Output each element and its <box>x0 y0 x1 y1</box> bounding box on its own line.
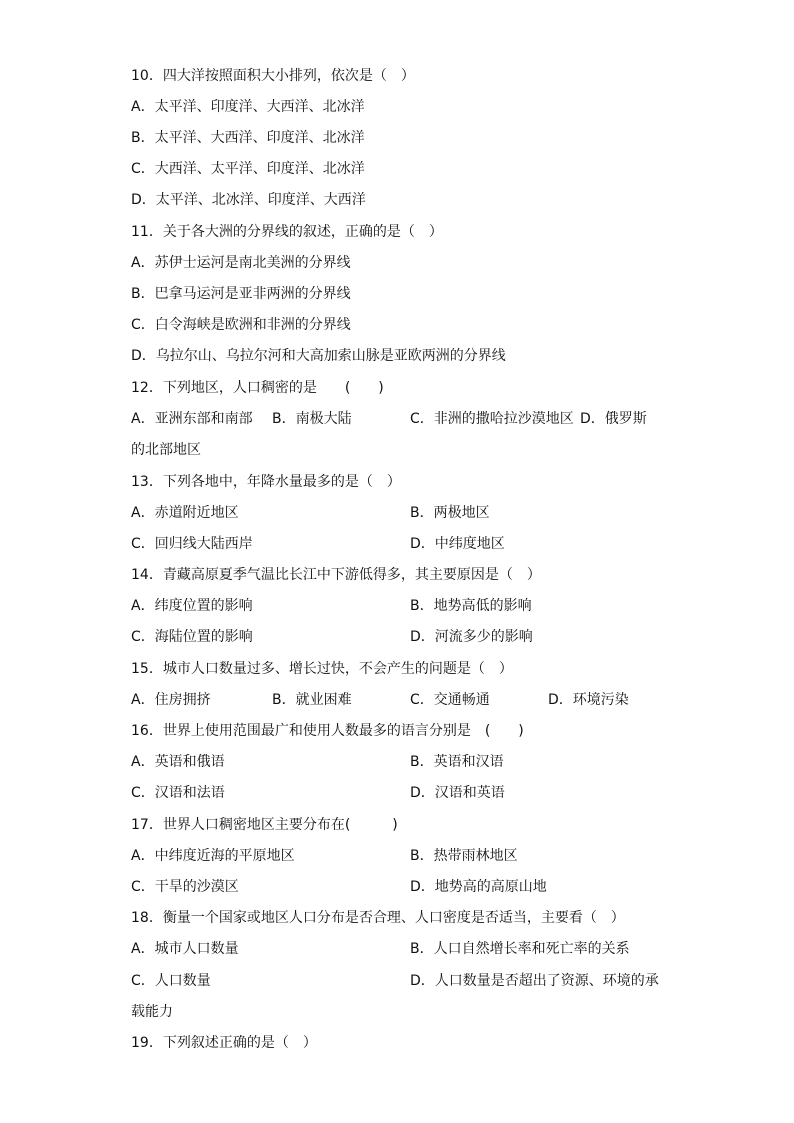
q17-stem: 17．世界人口稠密地区主要分布在( ) <box>131 817 398 833</box>
q17-option-c: C．干旱的沙漠区 <box>131 879 239 895</box>
q14-option-b: B．地势高低的影响 <box>410 598 532 614</box>
q12-option-a: A．亚洲东部和南部 <box>131 411 253 427</box>
q13-option-a: A．赤道附近地区 <box>131 505 239 521</box>
q19-stem: 19．下列叙述正确的是（ ） <box>131 1035 317 1051</box>
q13-option-b: B．两极地区 <box>410 505 490 521</box>
q18-option-d-continued: 载能力 <box>131 1004 173 1020</box>
q12-option-d-continued: 的北部地区 <box>131 442 201 458</box>
q10-stem: 10．四大洋按照面积大小排列，依次是（ ） <box>131 68 415 84</box>
q11-option-d: D．乌拉尔山、乌拉尔河和大高加索山脉是亚欧两洲的分界线 <box>131 348 506 364</box>
q10-option-b: B．太平洋、大西洋、印度洋、北冰洋 <box>131 130 365 146</box>
q17-option-a: A．中纬度近海的平原地区 <box>131 848 295 864</box>
q18-stem: 18．衡量一个国家或地区人口分布是否合理、人口密度是否适当，主要看（ ） <box>131 910 625 926</box>
q18-option-c: C．人口数量 <box>131 973 211 989</box>
q13-option-d: D．中纬度地区 <box>410 536 505 552</box>
q18-option-d: D．人口数量是否超出了资源、环境的承 <box>410 973 659 989</box>
q10-option-d: D．太平洋、北冰洋、印度洋、大西洋 <box>131 192 366 208</box>
q12-stem: 12．下列地区，人口稠密的是 ( ) <box>131 380 384 396</box>
q17-option-d: D．地势高的高原山地 <box>410 879 547 895</box>
q16-option-d: D．汉语和英语 <box>410 785 505 801</box>
q12-option-c: C．非洲的撒哈拉沙漠地区 <box>410 411 574 427</box>
q15-option-b: B．就业困难 <box>272 692 352 708</box>
q15-option-d: D．环境污染 <box>548 692 629 708</box>
q15-option-c: C．交通畅通 <box>410 692 490 708</box>
q14-option-a: A．纬度位置的影响 <box>131 598 253 614</box>
q10-option-c: C．大西洋、太平洋、印度洋、北冰洋 <box>131 161 365 177</box>
q13-stem: 13．下列各地中，年降水量最多的是（ ） <box>131 474 401 490</box>
q14-option-c: C．海陆位置的影响 <box>131 629 253 645</box>
q12-option-b: B．南极大陆 <box>272 411 352 427</box>
q17-option-b: B．热带雨林地区 <box>410 848 518 864</box>
q14-stem: 14．青藏高原夏季气温比长江中下游低得多，其主要原因是（ ） <box>131 567 541 583</box>
q16-stem: 16．世界上使用范围最广和使用人数最多的语言分别是 ( ) <box>131 723 524 739</box>
q16-option-b: B．英语和汉语 <box>410 754 504 770</box>
q14-option-d: D．河流多少的影响 <box>410 629 533 645</box>
q11-option-c: C．白令海峡是欧洲和非洲的分界线 <box>131 317 351 333</box>
q11-option-b: B．巴拿马运河是亚非两洲的分界线 <box>131 286 351 302</box>
q12-option-d: D．俄罗斯 <box>580 411 647 427</box>
q13-option-c: C．回归线大陆西岸 <box>131 536 253 552</box>
q10-option-a: A．太平洋、印度洋、大西洋、北冰洋 <box>131 99 365 115</box>
q15-stem: 15．城市人口数量过多、增长过快，不会产生的问题是（ ） <box>131 661 513 677</box>
q16-option-a: A．英语和俄语 <box>131 754 225 770</box>
q11-stem: 11．关于各大洲的分界线的叙述，正确的是（ ） <box>131 224 443 240</box>
q11-option-a: A．苏伊士运河是南北美洲的分界线 <box>131 255 351 271</box>
q16-option-c: C．汉语和法语 <box>131 785 225 801</box>
q18-option-a: A．城市人口数量 <box>131 941 239 957</box>
q18-option-b: B．人口自然增长率和死亡率的关系 <box>410 941 630 957</box>
q15-option-a: A．住房拥挤 <box>131 692 211 708</box>
